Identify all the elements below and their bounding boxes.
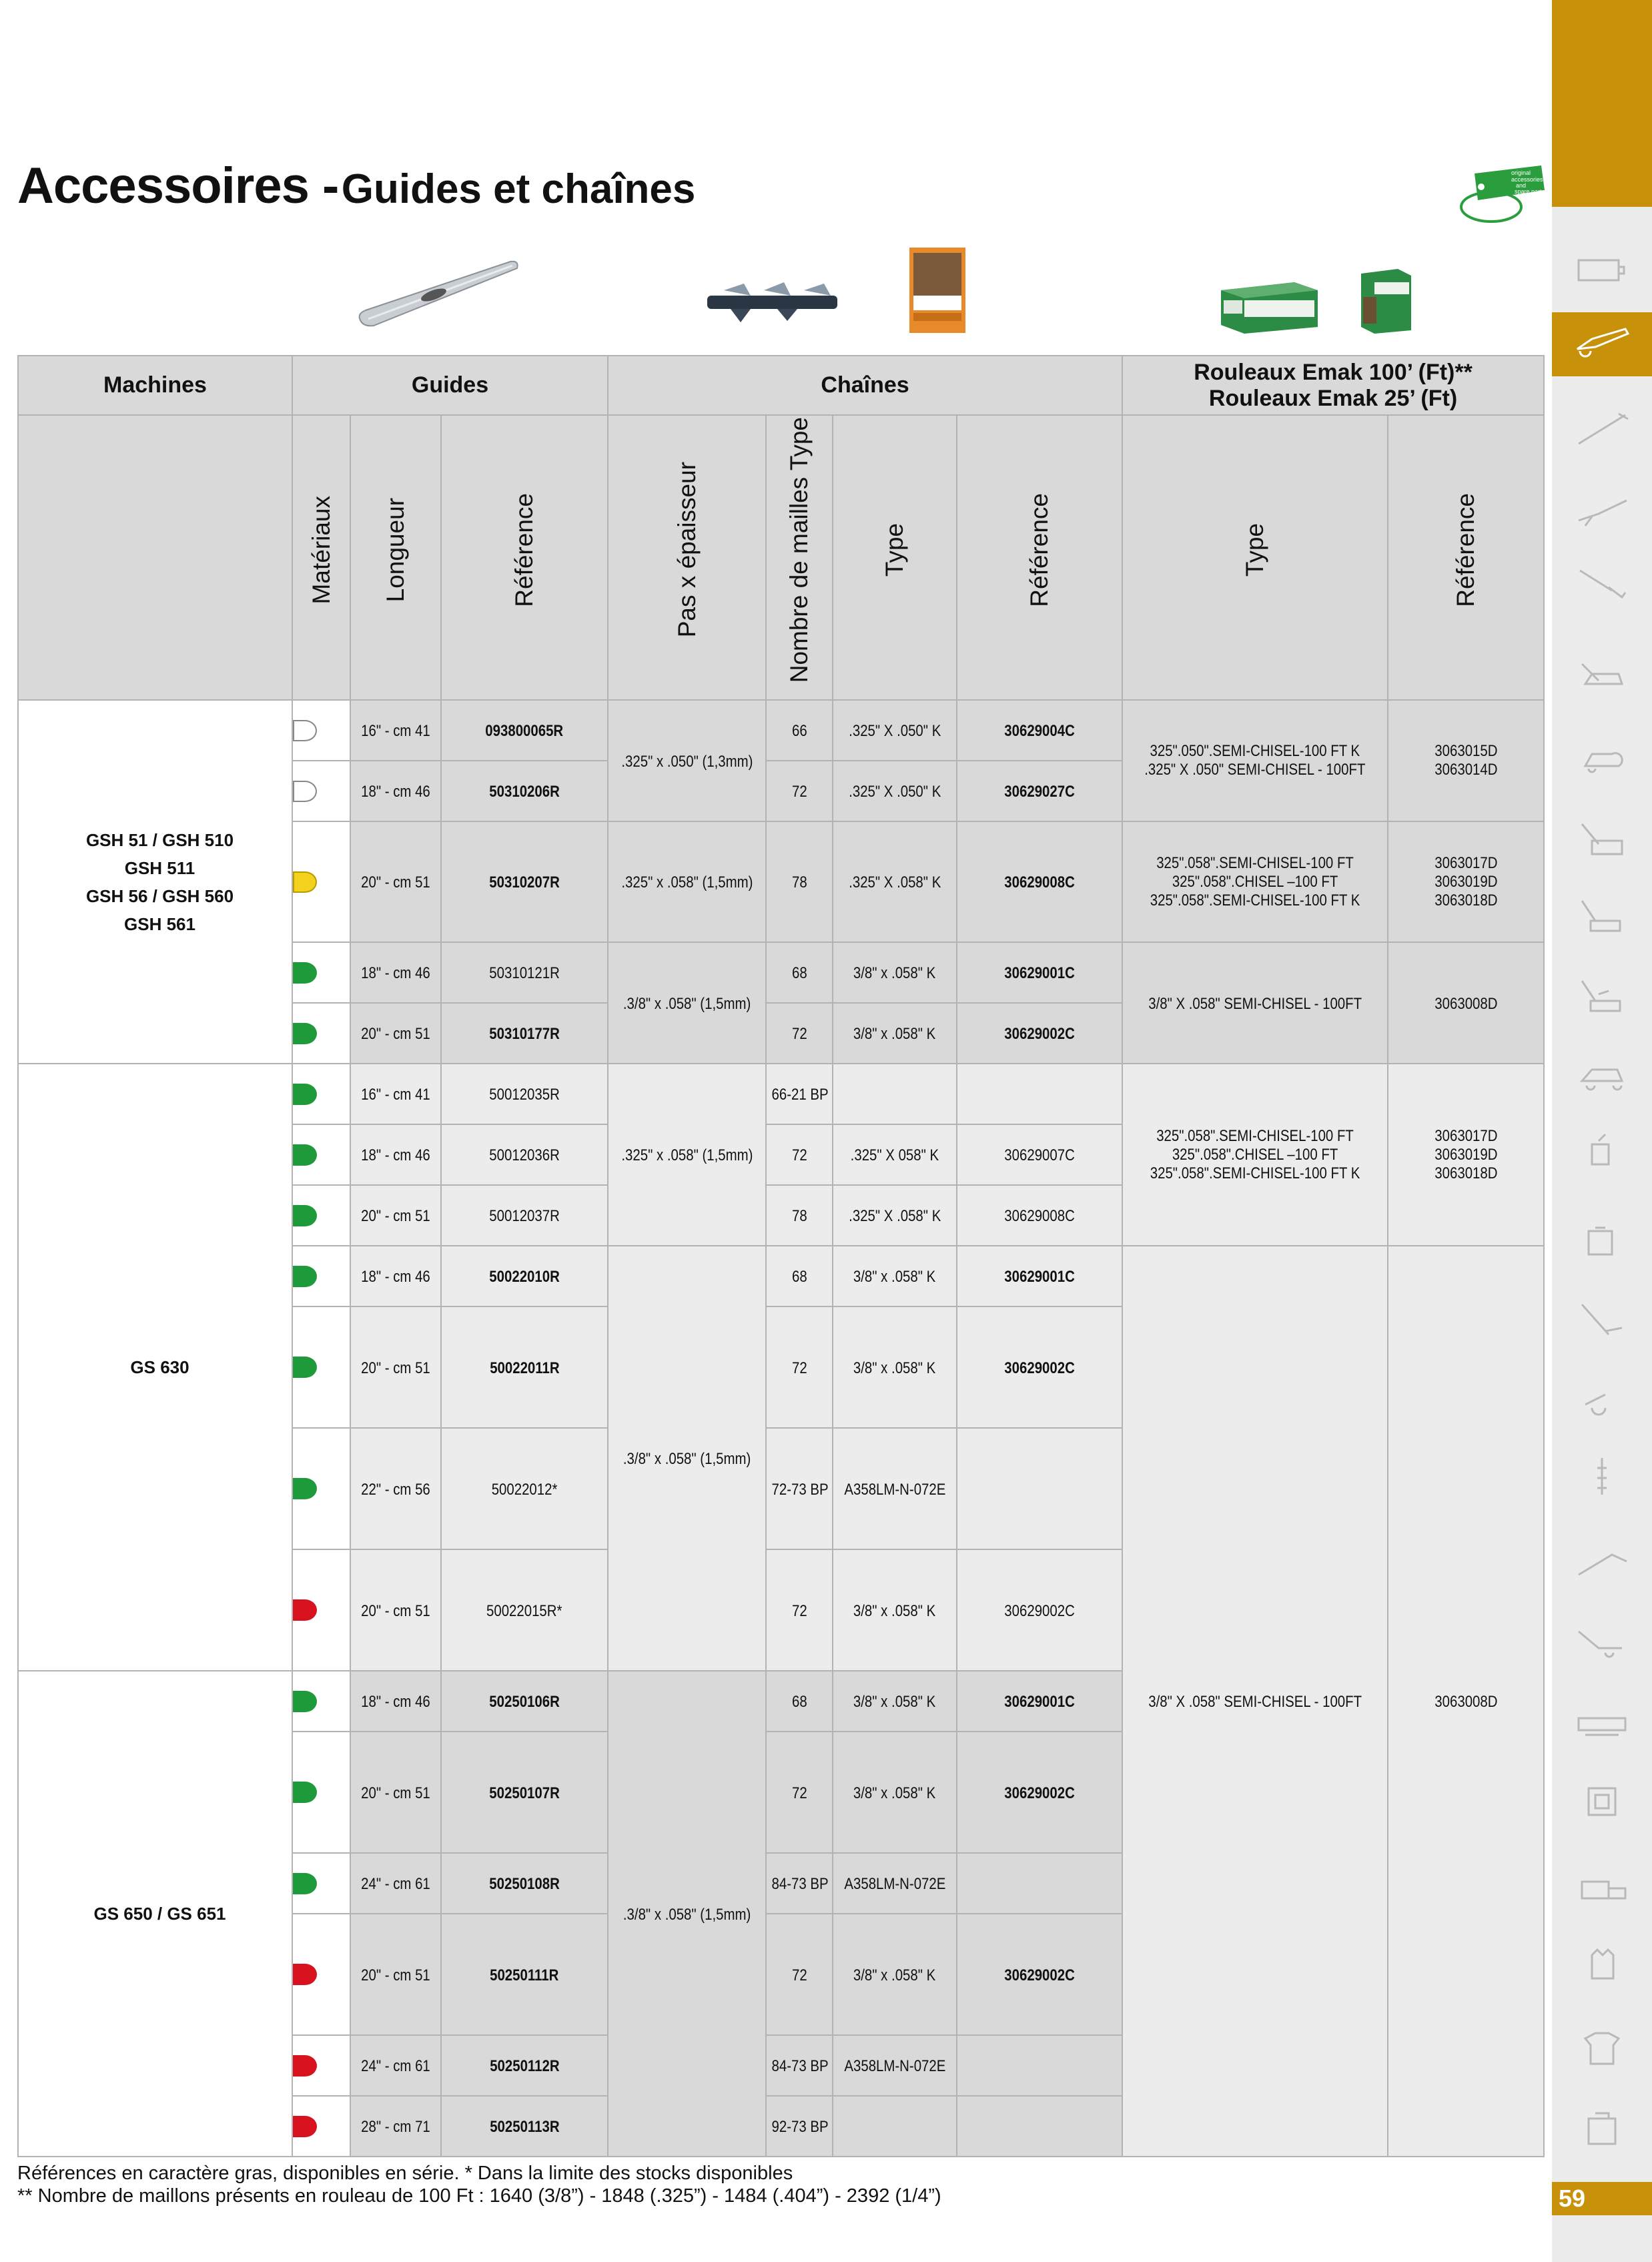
pas-cell: .3/8" x .058" (1,5mm) <box>608 1246 766 1671</box>
brush-cutter-icon[interactable] <box>1572 1298 1632 1345</box>
length-cell: 22" - cm 56 <box>350 1428 441 1549</box>
material-indicator <box>293 720 317 741</box>
material-cell <box>292 1185 350 1246</box>
material-indicator <box>293 2116 317 2137</box>
badge-text-3: and <box>1516 182 1527 189</box>
roll-ref-cell: 3063017D 3063019D 3063018D <box>1388 821 1544 942</box>
guide-ref-cell: 50250113R <box>441 2096 608 2157</box>
guide-ref-cell: 50250108R <box>441 1853 608 1914</box>
material-cell <box>292 1853 350 1914</box>
guide-ref-cell: 50012037R <box>441 1185 608 1246</box>
material-indicator <box>293 1873 317 1894</box>
chain-ref-cell <box>957 1064 1122 1124</box>
length-cell: 18" - cm 46 <box>350 1124 441 1185</box>
chain-ref-cell: 30629001C <box>957 942 1122 1003</box>
chain-type-cell: .325" X .058" K <box>833 821 957 942</box>
guide-ref-cell: 50022011R <box>441 1306 608 1428</box>
leaf-blower-icon[interactable] <box>1572 1128 1632 1174</box>
material-cell <box>292 1732 350 1853</box>
header-reference-chaine: Référence <box>957 415 1122 700</box>
header-longueur: Longueur <box>350 415 441 700</box>
roll-type-cell: 3/8" X .058" SEMI-CHISEL - 100FT <box>1122 942 1388 1064</box>
mailles-cell: 72 <box>766 1124 833 1185</box>
header-blank <box>18 415 292 700</box>
self-propelled-mower-icon[interactable] <box>1572 817 1632 864</box>
right-sidebar <box>1552 0 1652 2262</box>
chain-ref-cell: 30629002C <box>957 1732 1122 1853</box>
guide-ref-cell: 50310121R <box>441 942 608 1003</box>
page-number: 59 <box>1552 2182 1652 2215</box>
material-cell <box>292 1124 350 1185</box>
mailles-cell: 66 <box>766 700 833 761</box>
header-reference-rouleau: Référence <box>1388 415 1544 700</box>
length-cell: 20" - cm 51 <box>350 1914 441 2035</box>
header-type-chaine: Type <box>833 415 957 700</box>
tiller-icon[interactable] <box>1572 1375 1632 1421</box>
material-cell <box>292 1428 350 1549</box>
mailles-cell: 72 <box>766 1914 833 2035</box>
guide-ref-cell: 50310207R <box>441 821 608 942</box>
material-cell <box>292 2035 350 2096</box>
chain-ref-cell: 30629007C <box>957 1124 1122 1185</box>
length-cell: 18" - cm 46 <box>350 761 441 821</box>
chain-links-image <box>704 277 841 327</box>
footer-line-1: Références en caractère gras, disponibles en série. * Dans la limite des stocks disponibles <box>17 2163 793 2184</box>
chain-ref-cell: 30629002C <box>957 1549 1122 1671</box>
header-reference-guide: Référence <box>441 415 608 700</box>
header-materiaux: Matériaux <box>292 415 350 700</box>
chain-ref-cell: 30629002C <box>957 1914 1122 2035</box>
header-mailles: Nombre de mailles Type <box>766 415 833 700</box>
material-indicator <box>293 1691 317 1712</box>
guide-ref-cell: 50250111R <box>441 1914 608 2035</box>
earth-auger-icon[interactable] <box>1572 1455 1632 1501</box>
mailles-cell: 72 <box>766 1003 833 1064</box>
mailles-cell: 84-73 BP <box>766 2035 833 2096</box>
material-indicator <box>293 2055 317 2077</box>
material-cell <box>292 1306 350 1428</box>
pas-cell: .3/8" x .058" (1,5mm) <box>608 942 766 1064</box>
guide-ref-cell: 50022010R <box>441 1246 608 1306</box>
material-cell <box>292 2096 350 2157</box>
material-indicator <box>293 962 317 984</box>
chain-type-cell: .325" X .050" K <box>833 761 957 821</box>
material-indicator <box>293 1782 317 1803</box>
table-row <box>18 1064 1544 1124</box>
length-cell: 24" - cm 61 <box>350 1853 441 1914</box>
header-rouleaux <box>1122 356 1544 415</box>
original-accessories-badge <box>1448 160 1548 227</box>
title-sub: Guides et chaînes <box>341 166 696 212</box>
guide-bar-image <box>354 254 520 334</box>
material-cell <box>292 942 350 1003</box>
header-machines: Machines <box>18 356 292 415</box>
length-cell: 16" - cm 41 <box>350 1064 441 1124</box>
length-cell: 20" - cm 51 <box>350 1549 441 1671</box>
chain-ref-cell: 30629027C <box>957 761 1122 821</box>
chain-ref-cell: 30629002C <box>957 1003 1122 1064</box>
header-pas: Pas x épaisseur <box>608 415 766 700</box>
trimmer-icon[interactable] <box>1572 407 1632 454</box>
length-cell: 24" - cm 61 <box>350 2035 441 2096</box>
log-splitter-icon[interactable] <box>1572 1698 1632 1745</box>
length-cell: 16" - cm 41 <box>350 700 441 761</box>
battery-icon[interactable] <box>1572 247 1632 294</box>
chain-roll-box-image-1 <box>1214 270 1321 337</box>
material-cell <box>292 1671 350 1732</box>
pas-cell: .325" x .058" (1,5mm) <box>608 1064 766 1246</box>
material-indicator <box>293 1205 317 1226</box>
chain-type-cell: A358LM-N-072E <box>833 1853 957 1914</box>
machine-gs630: GS 630 <box>18 1064 292 1671</box>
chain-type-cell: 3/8" x .058" K <box>833 1914 957 2035</box>
chain-ref-cell: 30629001C <box>957 1246 1122 1306</box>
material-cell <box>292 821 350 942</box>
chain-ref-cell <box>957 1853 1122 1914</box>
tractor-icon[interactable] <box>1572 1051 1632 1098</box>
material-cell <box>292 1549 350 1671</box>
title-main: Accessoires - <box>17 157 339 214</box>
length-cell: 20" - cm 51 <box>350 1306 441 1428</box>
guide-ref-cell: 50022015R* <box>441 1549 608 1671</box>
mailles-cell: 72 <box>766 761 833 821</box>
material-indicator <box>293 1266 317 1287</box>
header-guides: Guides <box>292 356 608 415</box>
push-mower-icon[interactable] <box>1572 894 1632 941</box>
guide-ref-cell: 50250107R <box>441 1732 608 1853</box>
length-cell: 20" - cm 51 <box>350 821 441 942</box>
machine-gsh: GSH 51 / GSH 510 GSH 511 GSH 56 / GSH 560 GSH 561 <box>18 700 292 1064</box>
mailles-cell: 66-21 BP <box>766 1064 833 1124</box>
chain-ref-cell: 30629008C <box>957 821 1122 942</box>
guides-chains-table <box>17 355 1545 2157</box>
material-indicator <box>293 1084 317 1105</box>
guide-ref-cell: 093800065R <box>441 700 608 761</box>
material-cell <box>292 700 350 761</box>
mailles-cell: 68 <box>766 1246 833 1306</box>
chain-ref-cell: 30629001C <box>957 1671 1122 1732</box>
length-cell: 20" - cm 51 <box>350 1185 441 1246</box>
chain-type-cell <box>833 1064 957 1124</box>
pas-cell: .325" x .058" (1,5mm) <box>608 821 766 942</box>
clothing-icon[interactable] <box>1572 2025 1632 2072</box>
material-cell <box>292 1914 350 2035</box>
badge-text-2: accessories <box>1511 176 1543 183</box>
roll-ref-cell: 3063008D <box>1388 942 1544 1064</box>
chain-type-cell: .325" X .058" K <box>833 1185 957 1246</box>
length-cell: 18" - cm 46 <box>350 942 441 1003</box>
chain-type-cell <box>833 2096 957 2157</box>
page-title <box>17 157 695 215</box>
badge-text-4: spare parts <box>1515 188 1545 195</box>
chain-type-cell: 3/8" x .058" K <box>833 942 957 1003</box>
gloves-icon[interactable] <box>1572 1942 1632 1988</box>
guide-ref-cell: 50310177R <box>441 1003 608 1064</box>
table-row <box>18 700 1544 761</box>
material-indicator <box>293 781 317 802</box>
generator-icon[interactable] <box>1572 1778 1632 1825</box>
roll-type-cell: 325".058".SEMI-CHISEL-100 FT 325".058".CHISEL –100 FT 325".058".SEMI-CHISEL-100 FT K <box>1122 1064 1388 1246</box>
material-indicator <box>293 1478 317 1499</box>
header-chaines: Chaînes <box>608 356 1122 415</box>
material-cell <box>292 761 350 821</box>
material-cell <box>292 1064 350 1124</box>
material-indicator <box>293 1599 317 1621</box>
footer-line-2: ** Nombre de maillons présents en rouleau de 100 Ft : 1640 (3/8”) - 1848 (.325”) - 1484 (.404”) - 2392 (1/4”) <box>17 2185 941 2207</box>
guide-ref-cell: 50012035R <box>441 1064 608 1124</box>
chain-type-cell: .325" X .050" K <box>833 700 957 761</box>
length-cell: 18" - cm 46 <box>350 1246 441 1306</box>
chain-ref-cell: 30629008C <box>957 1185 1122 1246</box>
guide-ref-cell: 50250112R <box>441 2035 608 2096</box>
scarifier-icon[interactable] <box>1572 1618 1632 1665</box>
mailles-cell: 72 <box>766 1549 833 1671</box>
length-cell: 28" - cm 71 <box>350 2096 441 2157</box>
mailles-cell: 68 <box>766 942 833 1003</box>
pole-saw-icon[interactable] <box>1572 1538 1632 1585</box>
pas-cell: .3/8" x .058" (1,5mm) <box>608 1671 766 2157</box>
chainsaw-icon[interactable] <box>1572 319 1632 366</box>
mailles-cell: 72-73 BP <box>766 1428 833 1549</box>
chain-box-image <box>904 244 971 337</box>
chain-type-cell: A358LM-N-072E <box>833 1428 957 1549</box>
chain-roll-box-image-2 <box>1358 264 1414 337</box>
badge-text-1: original <box>1511 169 1531 176</box>
backpack-sprayer-icon[interactable] <box>1572 1218 1632 1264</box>
length-cell: 18" - cm 46 <box>350 1671 441 1732</box>
chain-ref-cell: 30629004C <box>957 700 1122 761</box>
chain-type-cell: A358LM-N-072E <box>833 2035 957 2096</box>
hedge-trimmer-icon[interactable] <box>1572 487 1632 534</box>
mailles-cell: 92-73 BP <box>766 2096 833 2157</box>
chain-type-cell: 3/8" x .058" K <box>833 1306 957 1428</box>
rider-mower-icon[interactable] <box>1572 974 1632 1021</box>
mailles-cell: 84-73 BP <box>766 1853 833 1914</box>
pas-cell: .325" x .050" (1,3mm) <box>608 700 766 821</box>
oil-can-icon[interactable] <box>1572 2105 1632 2152</box>
material-indicator <box>293 1144 317 1166</box>
chain-type-cell: 3/8" x .058" K <box>833 1671 957 1732</box>
length-cell: 20" - cm 51 <box>350 1003 441 1064</box>
mailles-cell: 78 <box>766 1185 833 1246</box>
material-indicator <box>293 1357 317 1378</box>
mailles-cell: 72 <box>766 1306 833 1428</box>
pruner-icon[interactable] <box>1572 560 1632 607</box>
roll-type-cell: 3/8" X .058" SEMI-CHISEL - 100FT <box>1122 1246 1388 2157</box>
guide-ref-cell: 50310206R <box>441 761 608 821</box>
chain-ref-cell <box>957 1428 1122 1549</box>
roll-ref-cell: 3063008D <box>1388 1246 1544 2157</box>
mailles-cell: 72 <box>766 1732 833 1853</box>
roll-ref-cell: 3063015D 3063014D <box>1388 700 1544 821</box>
lawn-mower-icon[interactable] <box>1572 651 1632 697</box>
chain-ref-cell <box>957 2096 1122 2157</box>
chain-type-cell: 3/8" x .058" K <box>833 1732 957 1853</box>
material-indicator <box>293 1964 317 1985</box>
chain-type-cell: 3/8" x .058" K <box>833 1549 957 1671</box>
chain-type-cell: 3/8" x .058" K <box>833 1003 957 1064</box>
header-type-rouleau: Type <box>1122 415 1388 700</box>
length-cell: 20" - cm 51 <box>350 1732 441 1853</box>
chain-ref-cell: 30629002C <box>957 1306 1122 1428</box>
header-rouleaux-line1: Rouleaux Emak 100’ (Ft)** <box>1194 359 1473 385</box>
guide-ref-cell: 50012036R <box>441 1124 608 1185</box>
mailles-cell: 68 <box>766 1671 833 1732</box>
chain-ref-cell <box>957 2035 1122 2096</box>
roll-ref-cell: 3063017D 3063019D 3063018D <box>1388 1064 1544 1246</box>
chain-type-cell: .325" X 058" K <box>833 1124 957 1185</box>
sidebar-top-band <box>1552 0 1652 207</box>
workshop-tools-icon[interactable] <box>1572 1862 1632 1908</box>
chain-type-cell: 3/8" x .058" K <box>833 1246 957 1306</box>
roll-type-cell: 325".050".SEMI-CHISEL-100 FT K .325" X .050" SEMI-CHISEL - 100FT <box>1122 700 1388 821</box>
header-rouleaux-line2: Rouleaux Emak 25’ (Ft) <box>1208 385 1458 411</box>
material-cell <box>292 1246 350 1306</box>
guide-ref-cell: 50250106R <box>441 1671 608 1732</box>
mailles-cell: 78 <box>766 821 833 942</box>
mower-icon[interactable] <box>1572 734 1632 781</box>
guide-ref-cell: 50022012* <box>441 1428 608 1549</box>
material-indicator <box>293 871 317 893</box>
material-indicator <box>293 1023 317 1044</box>
footer-notes <box>17 2162 941 2207</box>
roll-type-cell: 325".058".SEMI-CHISEL-100 FT 325".058".CHISEL –100 FT 325".058".SEMI-CHISEL-100 FT K <box>1122 821 1388 942</box>
machine-gs650: GS 650 / GS 651 <box>18 1671 292 2157</box>
material-cell <box>292 1003 350 1064</box>
